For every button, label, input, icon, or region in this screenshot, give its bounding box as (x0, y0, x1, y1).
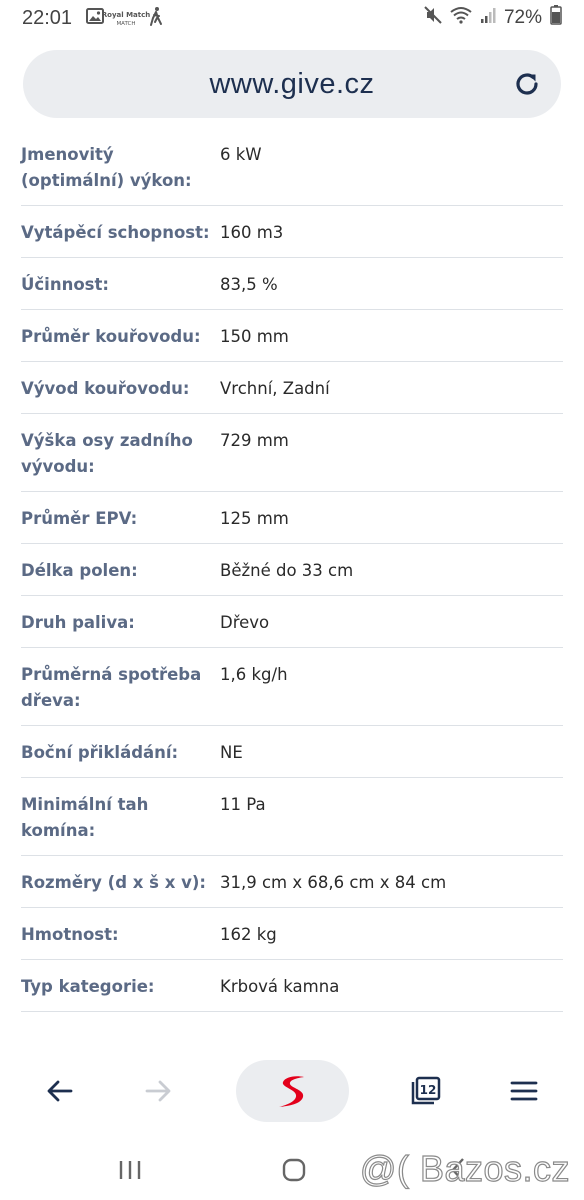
battery-percent: 72% (503, 7, 542, 28)
spec-value: Běžné do 33 cm (220, 561, 354, 580)
spec-row (21, 362, 563, 414)
spec-label: Délka polen: (21, 561, 138, 580)
menu-button[interactable] (502, 1071, 546, 1111)
spec-value: 125 mm (220, 509, 289, 528)
spec-value: Krbová kamna (220, 977, 340, 996)
spec-label: Minimální tah komína: (21, 795, 149, 840)
status-system-icons (424, 5, 562, 31)
spec-row (21, 206, 563, 258)
spec-row (21, 414, 563, 492)
spec-label: Průměr EPV: (21, 509, 138, 528)
status-time: 22:01 (22, 6, 73, 29)
spec-value: 1,6 kg/h (220, 665, 288, 684)
spec-label: Průměrná spotřeba dřeva: (21, 665, 202, 710)
spec-value: 162 kg (220, 925, 277, 944)
reload-icon (513, 70, 541, 98)
spec-label: Typ kategorie: (21, 977, 155, 996)
mute-icon (424, 6, 442, 30)
spec-row (21, 648, 563, 726)
back-button[interactable] (40, 1071, 80, 1111)
spec-row (21, 726, 563, 778)
bazos-watermark: @( Bazos.cz (359, 1148, 570, 1189)
spec-value: NE (220, 743, 243, 762)
spec-value: 83,5 % (220, 275, 278, 294)
spec-row (21, 310, 563, 362)
spec-value: 160 m3 (220, 223, 284, 242)
reload-button[interactable] (513, 70, 541, 98)
spec-row (21, 128, 563, 206)
spec-row (21, 856, 563, 908)
spec-label: Vytápěcí schopnost: (21, 223, 210, 242)
tabs-icon (410, 1076, 442, 1106)
spec-value: Vrchní, Zadní (220, 379, 330, 398)
spec-row (21, 596, 563, 648)
spec-value: 31,9 cm x 68,6 cm x 84 cm (220, 873, 447, 892)
tabs-count: 12 (419, 1083, 437, 1097)
recents-icon (118, 1159, 142, 1181)
status-bar (0, 0, 584, 36)
spec-label: Průměr kouřovodu: (21, 327, 201, 346)
spec-value: 11 Pa (220, 795, 266, 814)
spec-value: 729 mm (220, 431, 289, 450)
spec-label: Hmotnost: (21, 925, 119, 944)
spec-row (21, 544, 563, 596)
menu-icon (510, 1080, 538, 1102)
royal-match-logo-text: Royal Match (101, 11, 151, 19)
spec-label: Účinnost: (21, 275, 109, 294)
royal-match-icon (101, 9, 151, 27)
home-button[interactable] (272, 1150, 316, 1190)
home-logo-icon (273, 1071, 313, 1111)
spec-value: 150 mm (220, 327, 289, 346)
spec-row (21, 778, 563, 856)
spec-row (21, 492, 563, 544)
status-notification-icons (86, 6, 164, 31)
forward-button[interactable] (138, 1071, 178, 1111)
spec-row (21, 908, 563, 960)
spec-label: Výška osy zadního vývodu: (21, 431, 193, 476)
wifi-icon (450, 6, 472, 30)
spec-label: Jmenovitý (optimální) výkon: (21, 145, 192, 190)
back-arrow-icon (47, 1080, 73, 1102)
spec-value: Dřevo (220, 613, 270, 632)
signal-icon (480, 6, 496, 30)
spec-table (21, 128, 563, 1012)
walking-icon (148, 6, 164, 31)
spec-row (21, 258, 563, 310)
spec-label: Druh paliva: (21, 613, 135, 632)
tabs-button[interactable] (404, 1071, 448, 1111)
spec-label: Rozměry (d x š x v): (21, 873, 206, 892)
spec-row (21, 960, 563, 1012)
forward-arrow-icon (145, 1080, 171, 1102)
url-text[interactable]: www.give.cz (209, 67, 375, 100)
home-icon (281, 1157, 307, 1183)
spec-label: Boční přikládání: (21, 743, 179, 762)
url-bar[interactable] (23, 50, 561, 118)
battery-icon (550, 5, 562, 31)
recents-button[interactable] (108, 1150, 152, 1190)
svg-text:MATCH: MATCH (116, 21, 136, 27)
home-logo-button[interactable] (236, 1060, 349, 1122)
spec-value: 6 kW (220, 145, 262, 164)
browser-toolbar (0, 1058, 584, 1124)
spec-label: Vývod kouřovodu: (21, 379, 190, 398)
